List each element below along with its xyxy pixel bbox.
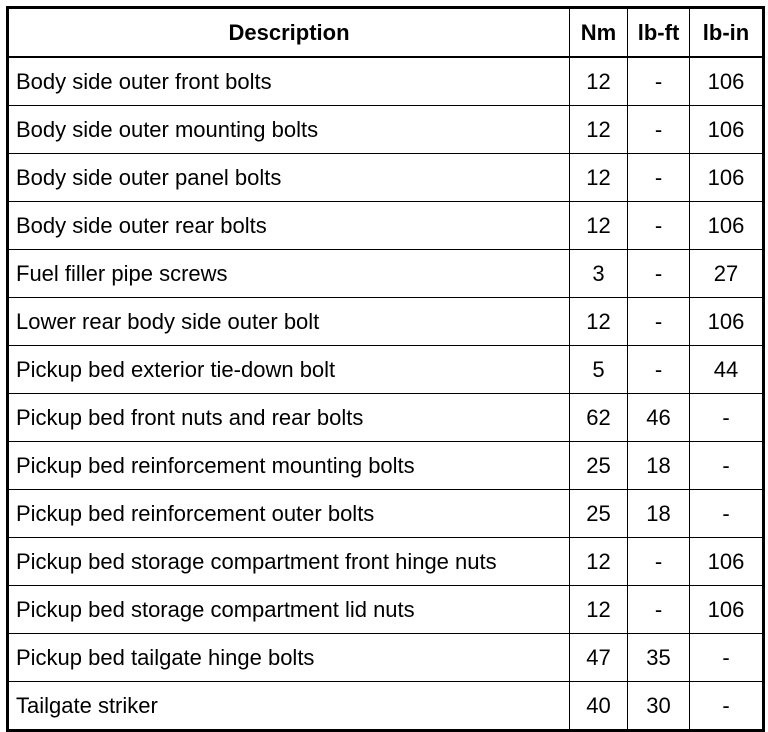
cell-lb-ft: 18	[628, 442, 690, 490]
cell-lb-ft: -	[628, 106, 690, 154]
cell-lb-ft: -	[628, 202, 690, 250]
cell-lb-in: 27	[690, 250, 764, 298]
cell-description: Pickup bed storage compartment lid nuts	[8, 586, 570, 634]
cell-lb-in: 44	[690, 346, 764, 394]
torque-spec-table	[6, 6, 765, 732]
cell-lb-ft: -	[628, 57, 690, 106]
cell-lb-in: 106	[690, 106, 764, 154]
table-row	[8, 586, 764, 634]
cell-nm: 12	[570, 586, 628, 634]
cell-nm: 3	[570, 250, 628, 298]
cell-lb-in: 106	[690, 298, 764, 346]
cell-description: Body side outer rear bolts	[8, 202, 570, 250]
table-row	[8, 298, 764, 346]
cell-lb-in: 106	[690, 538, 764, 586]
table-row	[8, 490, 764, 538]
cell-lb-in: -	[690, 490, 764, 538]
cell-lb-in: 106	[690, 154, 764, 202]
cell-lb-ft: 18	[628, 490, 690, 538]
cell-lb-ft: -	[628, 154, 690, 202]
cell-nm: 25	[570, 490, 628, 538]
table-row	[8, 394, 764, 442]
table-row	[8, 250, 764, 298]
cell-description: Pickup bed storage compartment front hinge nuts	[8, 538, 570, 586]
cell-nm: 40	[570, 682, 628, 731]
cell-nm: 12	[570, 538, 628, 586]
cell-lb-ft: -	[628, 538, 690, 586]
header-description: Description	[8, 8, 570, 58]
cell-nm: 12	[570, 202, 628, 250]
cell-lb-in: -	[690, 394, 764, 442]
cell-description: Body side outer front bolts	[8, 57, 570, 106]
cell-lb-in: -	[690, 634, 764, 682]
cell-lb-ft: -	[628, 586, 690, 634]
cell-description: Pickup bed reinforcement outer bolts	[8, 490, 570, 538]
torque-spec-table-container	[6, 6, 765, 732]
cell-description: Body side outer mounting bolts	[8, 106, 570, 154]
table-row	[8, 538, 764, 586]
cell-lb-in: -	[690, 682, 764, 731]
table-row	[8, 682, 764, 731]
cell-description: Pickup bed reinforcement mounting bolts	[8, 442, 570, 490]
table-row	[8, 106, 764, 154]
cell-lb-ft: -	[628, 298, 690, 346]
cell-description: Lower rear body side outer bolt	[8, 298, 570, 346]
cell-nm: 12	[570, 106, 628, 154]
cell-nm: 62	[570, 394, 628, 442]
cell-lb-ft: 46	[628, 394, 690, 442]
cell-nm: 25	[570, 442, 628, 490]
cell-description: Pickup bed exterior tie-down bolt	[8, 346, 570, 394]
cell-lb-in: 106	[690, 57, 764, 106]
cell-description: Fuel filler pipe screws	[8, 250, 570, 298]
cell-lb-in: 106	[690, 586, 764, 634]
cell-lb-ft: -	[628, 250, 690, 298]
table-row	[8, 442, 764, 490]
table-header-row	[8, 8, 764, 58]
cell-description: Tailgate striker	[8, 682, 570, 731]
table-row	[8, 57, 764, 106]
cell-nm: 5	[570, 346, 628, 394]
cell-nm: 47	[570, 634, 628, 682]
cell-lb-ft: 30	[628, 682, 690, 731]
cell-lb-in: -	[690, 442, 764, 490]
cell-description: Body side outer panel bolts	[8, 154, 570, 202]
cell-lb-in: 106	[690, 202, 764, 250]
cell-nm: 12	[570, 154, 628, 202]
cell-description: Pickup bed tailgate hinge bolts	[8, 634, 570, 682]
cell-description: Pickup bed front nuts and rear bolts	[8, 394, 570, 442]
table-row	[8, 202, 764, 250]
header-nm: Nm	[570, 8, 628, 58]
header-lb-in: lb-in	[690, 8, 764, 58]
table-row	[8, 154, 764, 202]
cell-lb-ft: 35	[628, 634, 690, 682]
header-lb-ft: lb-ft	[628, 8, 690, 58]
cell-lb-ft: -	[628, 346, 690, 394]
table-row	[8, 634, 764, 682]
table-row	[8, 346, 764, 394]
cell-nm: 12	[570, 298, 628, 346]
cell-nm: 12	[570, 57, 628, 106]
